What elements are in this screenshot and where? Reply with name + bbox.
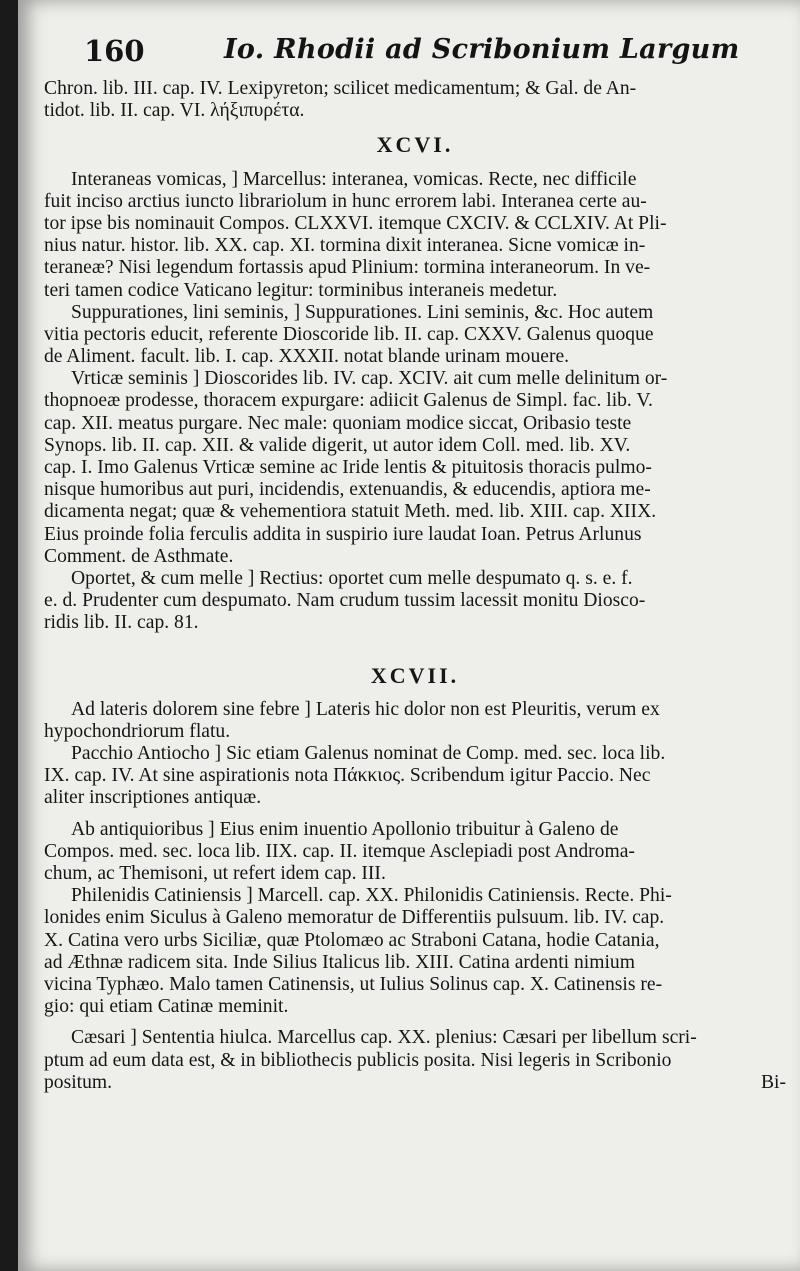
text-line: Ab antiquioribus ] Eius enim inuentio Apollonio tribuitur à Galeno de [71,818,619,840]
text-line: gio: qui etiam Catinæ meminit. [44,996,289,1018]
text-line: IX. cap. IV. At sine aspirationis nota Πάκκιος. Scribendum igitur Paccio. Nec [44,765,651,787]
book-page [18,0,800,1271]
text-line: Eius proinde folia ferculis addita in suspirio iure laudat Ioan. Petrus Arlunus [44,523,642,545]
text-block [44,78,786,1094]
text-line: teraneæ? Nisi legendum fortassis apud Plinium: tormina interaneorum. In ve- [44,257,651,279]
text-line: e. d. Prudenter cum despumato. Nam crudum tussim lacessit monitu Diosco- [44,590,646,612]
catchword: Bi- [760,1071,786,1093]
text-line: chum, ac Themisoni, ut refert idem cap. III. [44,863,386,884]
text-line: Cæsari ] Sententia hiulca. Marcellus cap. XX. plenius: Cæsari per libellum scri- [71,1027,697,1049]
text-line: Chron. lib. III. cap. IV. Lexipyreton; scilicet medicamentum; & Gal. de An- [44,78,637,99]
text-line: tor ipse bis nominauit Compos. CLXXVI. itemque CXCIV. & CCLXIV. At Pli- [44,212,667,234]
text-line: Philenidis Catiniensis ] Marcell. cap. XX. Philonidis Catiniensis. Recte. Phi- [71,885,672,907]
section-heading-xcvi: XCVI. [376,132,454,158]
text-line: Vrticæ seminis ] Dioscorides lib. IV. cap. XCIV. ait cum melle delinitum or- [71,368,668,390]
text-line: cap. XII. meatus purgare. Nec male: quoniam modice siccat, Oribasio teste [44,412,632,434]
text-line: Oportet, & cum melle ] Rectius: oportet cum melle despumato q. s. e. f. [71,567,633,589]
text-line: de Aliment. facult. lib. I. cap. XXXII. notat blande urinam mouere. [44,346,570,368]
text-line: Pacchio Antiocho ] Sic etiam Galenus nominat de Comp. med. sec. loca lib. [71,743,666,765]
text-line: aliter inscriptiones antiquæ. [44,787,262,809]
text-line: teri tamen codice Vaticano legitur: torminibus interaneis medetur. [44,279,558,301]
text-line: ad Æthnæ radicem sita. Inde Silius Italicus lib. XIII. Catina ardenti nimium [44,951,635,973]
section-heading-xcvii: XCVII. [370,662,460,688]
text-line: vicina Typhæo. Malo tamen Catinensis, ut Iulius Solinus cap. X. Catinensis re- [44,973,663,995]
page-number: 160 [84,34,145,68]
text-line: cap. I. Imo Galenus Vrticæ semine ac Iride lentis & pituitosis thoracis pulmo- [44,457,652,478]
text-line: Comment. de Asthmate. [44,545,234,567]
running-title: Io. Rhodii ad Scribonium Largum [224,34,740,65]
text-line: dicamenta negat; quæ & vehementiora statuit Meth. med. lib. XIII. cap. XIIX. [44,501,657,523]
text-line: Suppurationes, lini seminis, ] Suppurationes. Lini seminis, &c. Hoc autem [71,301,654,323]
text-line: tidot. lib. II. cap. VI. λήξιπυρέτα. [44,100,305,122]
text-line: nisque humoribus aut puri, incidendis, extenuandis, & educendis, aptiora me- [44,479,651,501]
text-line: Interaneas vomicas, ] Marcellus: interanea, vomicas. Recte, nec difficile [71,168,637,190]
text-line: hypochondriorum flatu. [44,720,231,742]
text-line: Synops. lib. II. cap. XII. & valide digerit, ut autor idem Coll. med. lib. XV. [44,434,631,456]
text-line: positum. [44,1071,113,1093]
text-line: ridis lib. II. cap. 81. [44,612,199,634]
text-line: Ad lateris dolorem sine febre ] Lateris hic dolor non est Pleuritis, verum ex [71,698,660,720]
text-line: ptum ad eum data est, & in bibliothecis publicis posita. Nisi legeris in Scribonio [44,1049,672,1071]
text-line: Compos. med. sec. loca lib. IIX. cap. II. itemque Asclepiadi post Androma- [44,840,635,862]
text-line: lonides enim Siculus à Galeno memoratur de Differentiis pulsuum. lib. IV. cap. [44,907,665,929]
text-line: X. Catina vero urbs Siciliæ, quæ Ptolomæo ac Straboni Catana, hodie Catania, [44,929,660,951]
text-line: fuit inciso arctius iuncto librariolum in hunc errorem labi. Interanea certe au- [44,190,647,212]
text-line: nius natur. histor. lib. XX. cap. XI. tormina dixit interanea. Sicne vomicæ in- [44,235,646,257]
page-header [84,34,784,74]
text-line: vitia pectoris educit, referente Dioscoride lib. II. cap. CXXV. Galenus quoque [44,323,654,345]
text-line: thopnoeæ prodesse, thoracem expurgare: adiicit Galenus de Simpl. fac. lib. V. [44,390,653,412]
